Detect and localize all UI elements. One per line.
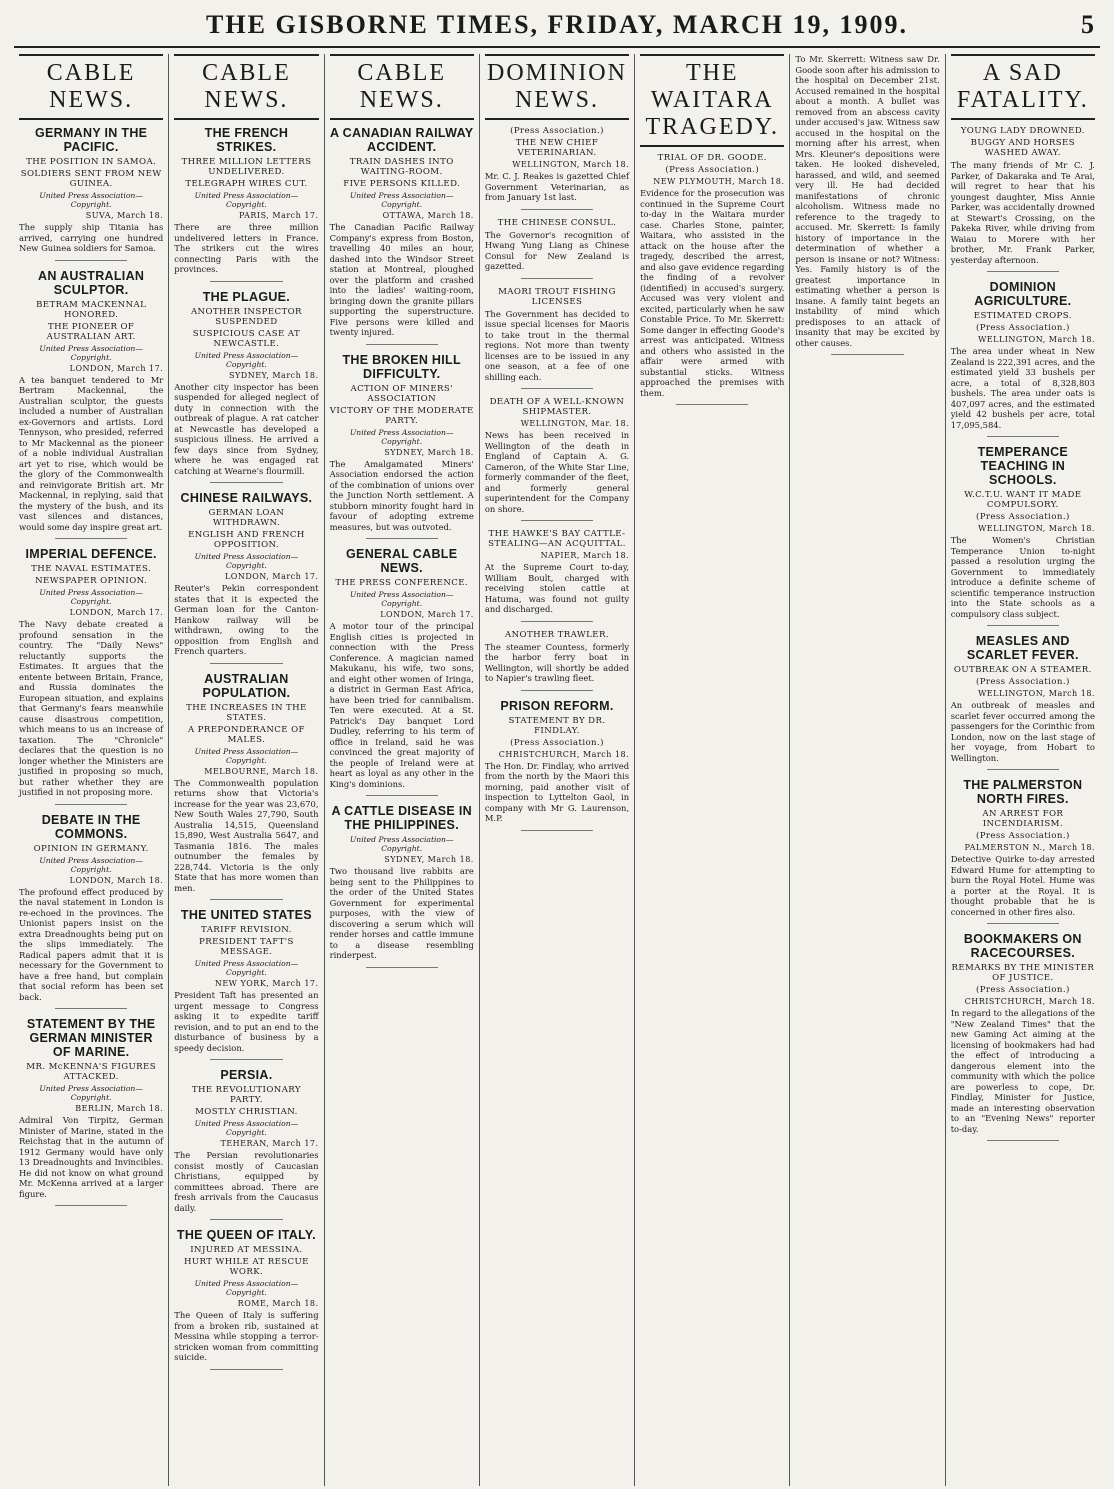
article-subheading: VICTORY OF THE MODERATE PARTY. (329, 405, 474, 426)
article-subheading: ANOTHER INSPECTOR SUSPENDED (190, 306, 302, 327)
article-headline: PERSIA. (220, 1068, 273, 1082)
column-6 (790, 54, 945, 1486)
article (174, 908, 318, 1060)
article (485, 218, 629, 279)
divider (521, 388, 593, 389)
article-body: The supply ship Titania has arrived, carrying one hundred New Guinea soldiers for Samoa. (19, 222, 164, 253)
divider (210, 281, 282, 282)
article-subheading: BETRAM MACKENNAL HONORED. (36, 299, 147, 320)
article-subheading: THE INCREASES IN THE STATES. (186, 702, 307, 723)
divider (987, 1140, 1059, 1141)
article-dateline: WELLINGTON, March 18. (512, 160, 630, 169)
article-agency: United Press Association—Copyright. (194, 1119, 299, 1137)
article-subheading: TARIFF REVISION. (201, 925, 292, 935)
article-headline: AUSTRALIAN POPULATION. (202, 671, 291, 700)
article-dateline: LONDON, March 17. (224, 572, 319, 581)
divider (366, 967, 438, 968)
article-body: The Governor's recognition of Hwang Yung Liang as Chinese Consul for New Zealand is gazetted. (484, 229, 630, 271)
article-agency: United Press Association—Copyright. (194, 1279, 299, 1297)
article-headline: THE UNITED STATES (180, 908, 312, 922)
article-body: The steamer Countess, formerly the harbor ferry boat in Wellington, will shortly be added to Napier's trawling fleet. (484, 641, 630, 683)
article (640, 153, 784, 405)
article-subheading: GERMAN LOAN WITHDRAWN. (208, 508, 285, 528)
divider (210, 1369, 282, 1370)
article-subheading: FIVE PERSONS KILLED. (343, 179, 461, 189)
article-subheading: MOSTLY CHRISTIAN. (195, 1107, 298, 1117)
divider (55, 1008, 127, 1009)
article (19, 1017, 163, 1206)
article-dateline: SYDNEY, March 18. (384, 855, 474, 864)
article-subheading: W.C.T.U. WANT IT MADE COMPULSORY. (964, 490, 1082, 510)
article (19, 547, 163, 805)
article-subheading: ENGLISH AND FRENCH OPPOSITION. (188, 530, 305, 550)
article (19, 126, 163, 261)
article-subheading: DEATH OF A WELL-KNOWN SHIPMASTER. (489, 397, 625, 417)
article-dateline: OTTAWA, March 18. (382, 211, 474, 220)
article (174, 126, 318, 282)
divider (831, 354, 903, 355)
article (174, 1228, 318, 1370)
article-agency: United Press Association—Copyright. (349, 191, 454, 209)
divider (521, 209, 593, 210)
article-body: The many friends of Mr C. J. Parker, of Dakaraka and Te Arai, will regret to hear that his youngest daughter, Miss Annie Parker, was accidentally drowned at Stewart's Crossing, on the Pakeka River, while driving from Waiau to Morere with her brother, Mr. Frank Parker, yesterday afternoon. (950, 160, 1095, 265)
article-headline: GERMANY IN THE PACIFIC. (34, 126, 148, 154)
article-dateline: ROME, March 18. (237, 1299, 319, 1308)
article-subheading: MAORI TROUT FISHING LICENSES (498, 286, 616, 307)
article-agency: United Press Association—Copyright. (39, 343, 143, 362)
article-body: The Government has decided to issue special licenses for Maoris to take trout in the thermal regions. Not more than twenty licenses are to be issued in any one season, at a fee of one shilling each. (484, 308, 630, 382)
article-dateline: WELLINGTON, March 18. (978, 689, 1095, 698)
article-dateline: BERLIN, March 18. (75, 1104, 164, 1113)
article-subheading: OPINION IN GERMANY. (33, 843, 149, 854)
column-1 (14, 54, 169, 1486)
article-body: A motor tour of the principal English cities is projected in connection with the Press Conference. A magician named Makukanu, his wife, two sons, and eight other women of Iringa, a district in German East Africa, have been tried for cannibalism. Ten were executed. At a St. Patrick's Day banquet Lord Dudley, referring to his term of office in Ireland, said he was convinced the great majority of the people of Ireland were at heart as loyal as any other in the King's dominions. (329, 621, 474, 789)
divider (987, 436, 1059, 437)
article-subheading: THE HAWKE'S BAY CATTLE-STEALING—AN ACQUITTAL. (488, 529, 626, 549)
divider (210, 899, 282, 900)
article (19, 269, 163, 540)
article-dateline: PARIS, March 17. (238, 211, 319, 220)
article-dateline: TEHERAN, March 17. (220, 1139, 319, 1148)
article-headline: STATEMENT BY THE GERMAN MINISTER OF MARINE. (26, 1017, 156, 1059)
column-2 (169, 54, 324, 1486)
article-headline: MEASLES AND SCARLET FEVER. (966, 634, 1079, 662)
article-subheading: (Press Association.) (510, 737, 604, 748)
article-agency: United Press Association—Copyright. (39, 588, 143, 606)
article-headline: CHINESE RAILWAYS. (180, 491, 313, 505)
article-dateline: CHRISTCHURCH, March 18. (964, 997, 1095, 1006)
article-subheading: (Press Association.) (975, 831, 1070, 841)
article-body: The profound effect produced by the naval statement in London is re-echoed in the provinces. The Unionist papers insist on the extra Dreadnoughts being put on the slips immediately. The Radical papers admit that it is necessary for the Government to have a free hand, but complain that social reform has been set back. (19, 886, 164, 1002)
article (485, 287, 629, 390)
divider (987, 769, 1059, 770)
column-heading: A SAD FATALITY. (951, 54, 1095, 120)
article-headline: IMPERIAL DEFENCE. (25, 547, 157, 561)
article-dateline: SUVA, March 18. (85, 211, 164, 220)
column-3 (325, 54, 480, 1486)
article-subheading: (Press Association.) (975, 985, 1070, 995)
article (174, 672, 318, 901)
article-body: Another city inspector has been suspended for alleged neglect of duty in connection with the outbreak of plague. A rat catcher at Newcastle has developed a suspicious illness. He arrived a few days since from Sydney, where he was engaged rat catching at Wearne's flourmill. (174, 381, 319, 476)
divider (55, 260, 127, 261)
article-subheading: THE PRESS CONFERENCE. (335, 578, 469, 588)
article (951, 445, 1095, 626)
article (485, 699, 629, 831)
article-headline: AN AUSTRALIAN SCULPTOR. (38, 268, 145, 297)
article-subheading: TRIAL OF DR. GOODE. (657, 153, 767, 163)
divider (366, 344, 438, 345)
article-agency: United Press Association—Copyright. (194, 959, 299, 977)
article-body: The Queen of Italy is suffering from a broken rib, sustained at Messina while stopping a terror-stricken woman from committing suicide. (174, 1310, 319, 1362)
divider (210, 1059, 282, 1060)
article-agency: United Press Association—Copyright. (194, 552, 299, 570)
masthead-title: THE GISBORNE TIMES, FRIDAY, MARCH 19, 1909. (206, 10, 908, 39)
article-subheading: AN ARREST FOR INCENDIARISM. (982, 809, 1064, 829)
article-subheading: THE NAVAL ESTIMATES. (31, 564, 152, 574)
masthead (14, 10, 1100, 48)
article-subheading: PRESIDENT TAFT'S MESSAGE. (199, 937, 294, 957)
column-heading: THE WAITARA TRAGEDY. (640, 54, 784, 147)
divider (210, 482, 282, 483)
columns-container (14, 54, 1100, 1486)
article-headline: THE QUEEN OF ITALY. (176, 1228, 316, 1242)
article (485, 630, 629, 691)
article (951, 778, 1095, 924)
divider (521, 520, 593, 521)
article-body: Mr. C. J. Reakes is gazetted Chief Government Veterinarian, as from January 1st last. (484, 171, 630, 202)
article (19, 813, 163, 1010)
article (330, 804, 474, 968)
divider (55, 1205, 127, 1206)
article-subheading: SOLDIERS SENT FROM NEW GUINEA. (20, 169, 162, 189)
column-4 (480, 54, 635, 1486)
article-agency: United Press Association—Copyright. (349, 427, 454, 446)
article-headline: THE BROKEN HILL DIFFICULTY. (342, 352, 461, 381)
article-agency: United Press Association—Copyright. (349, 590, 454, 608)
article-agency: United Press Association—Copyright. (39, 855, 143, 874)
article-subheading: (Press Association.) (975, 512, 1070, 522)
article-body: In regard to the allegations of the "New Zealand Times" that the new Gaming Act aiming at the licensing of bookmakers had had the effect of introducing a dangerous element into the community with which the police are powerless to cope, Dr. Findlay, Minister for Justice, made an interesting observation to an "Evening News" reporter to-day. (950, 1008, 1095, 1134)
article-headline: A CATTLE DISEASE IN THE PHILIPPINES. (331, 804, 472, 832)
article-body: An outbreak of measles and scarlet fever occurred among the passengers for the Corinthic from London, now on the last stage of her voyage, from Hobart to Wellington. (950, 700, 1095, 763)
article-body: The Canadian Pacific Railway Company's express from Boston, travelling 40 miles an hour, dashed into the Windsor Street station at Montreal, ploughed over the platform and crashed into the ladies' waiting-room, bringing down the granite pillars supporting the superstructure. Five persons were killed and twenty injured. (329, 222, 474, 337)
article-dateline: SYDNEY, March 18. (229, 370, 319, 380)
column-heading: DOMINION NEWS. (485, 54, 629, 120)
article-subheading: SUSPICIOUS CASE AT NEWCASTLE. (192, 328, 301, 349)
divider (987, 625, 1059, 626)
article-body: The Hon. Dr. Findlay, who arrived from the north by the Maori this morning, paid another visit of inspection to Lyttelton Gaol, in company with Mr G. Laurenson, M.P. (484, 760, 630, 823)
article-dateline: CHRISTCHURCH, March 18. (498, 749, 630, 759)
article-body: A tea banquet tendered to Mr Bertram Mackennal, the Australian sculptor, the guests included a number of Australian ex-Governors and artists. Lord Tennyson, who presided, referred to Mr Mackennal as the pioneer of a noble individual Australian art yet to rise, which would be the glory of the Commonwealth and reinvigorate British art. Mr Mackennal, in replying, said that the mystery of the bush, and its vast silences and distances, would some day inspire great art. (19, 374, 164, 532)
article-subheading: THE PIONEER OF AUSTRALIAN ART. (46, 321, 136, 342)
divider (366, 538, 438, 539)
article-subheading: MR. McKENNA'S FIGURES ATTACKED. (26, 1062, 157, 1082)
article-dateline: WELLINGTON, March 18. (978, 335, 1095, 344)
article (174, 1068, 318, 1220)
article-subheading: ACTION OF MINERS' ASSOCIATION (350, 383, 453, 404)
article-subheading: HURT WHILE AT RESCUE WORK. (183, 1257, 309, 1277)
article-body: Evidence for the prosecution was continued in the Supreme Court to-day in the Waitara murder case. Charles Stone, painter, Waitara, who assisted in the attack on the house after the tragedy, described the arrest, and also gave evidence regarding the finding of a revolver (identified) in accused's surgery. Accused was very violent and excited, particularly when he saw Constable Price. To Mr. Skerrett: Some danger in effecting Goode's arrest was anticipated. Witness and others who assisted in the affair were armed with substantial sticks. Witness approached the premises with them. (640, 188, 785, 398)
article-headline: BOOKMAKERS ON RACECOURSES. (963, 932, 1082, 960)
divider (55, 538, 127, 539)
article-subheading: THE POSITION IN SAMOA. (26, 157, 157, 167)
article-subheading: OUTBREAK ON A STEAMER. (953, 665, 1092, 675)
article-subheading: ESTIMATED CROPS. (973, 311, 1072, 321)
article-subheading: YOUNG LADY DROWNED. (960, 126, 1085, 136)
article-subheading: THE NEW CHIEF VETERINARIAN. (515, 138, 599, 158)
article (951, 932, 1095, 1141)
divider (521, 278, 593, 279)
article-headline: TEMPERANCE TEACHING IN SCHOOLS. (977, 445, 1069, 487)
page-number: 5 (1081, 10, 1094, 39)
article-dateline: SYDNEY, March 18. (384, 447, 474, 457)
article-body: Reuter's Pekin correspondent states that it is expected the German loan for the Canton-Hankow railway will be withdrawn, owing to the opposition from English and French quarters. (174, 583, 319, 656)
article (174, 290, 318, 484)
divider (987, 923, 1059, 924)
article-agency: United Press Association—Copyright. (39, 1084, 143, 1102)
article (174, 491, 318, 664)
article-body: President Taft has presented an urgent message to Congress asking it to expedite tariff revision, and to put an end to the disturbance of business by a speedy decision. (174, 990, 319, 1053)
article-dateline: LONDON, March 18. (69, 875, 164, 885)
article-subheading: ANOTHER TRAWLER. (505, 629, 609, 640)
article-subheading: INJURED AT MESSINA. (190, 1245, 303, 1255)
divider (210, 663, 282, 664)
article-dateline: WELLINGTON, Mar. 18. (520, 419, 630, 428)
article-agency: United Press Association—Copyright. (349, 835, 454, 853)
article (951, 126, 1095, 272)
divider (55, 804, 127, 805)
article-subheading: (Press Association.) (665, 165, 760, 175)
article-body: To Mr. Skerrett: Witness saw Dr. Goode soon after his admission to the hospital on December 21st. Accused remained in the hospital about a month. A bullet was removed from an abscess cavity under accused's jaw. Witness saw accused in the hospital on the morning after his arrest, when Mrs. Kleuner's depositions were taken. He looked disheveled, harassed, and wild, and seemed very ill. He had decided manifestations of chronic alcoholism. Witness made no reference to the tragedy to accused. Mr. Skerrett: Is family history of importance in the determination of whether a person is insane or not? Witness: Yes. Family history is of the greatest importance in estimating whether a person is insane. A family taint begets an instability of mind which predisposes to an attack of insanity that may be excited by other causes. (795, 54, 940, 348)
article-dateline: LONDON, March 17. (380, 610, 474, 619)
article-subheading: TRAIN DASHES INTO WAITING-ROOM. (349, 157, 454, 177)
article (485, 126, 629, 210)
divider (521, 690, 593, 691)
article (485, 397, 629, 521)
article-body: News has been received in Wellington of the death in England of Captain A. G. Cameron, of the White Star Line, formerly commander of the fleet, and formerly general superintendent for the Company on shore. (484, 430, 630, 514)
article-subheading: BUGGY AND HORSES WASHED AWAY. (970, 138, 1075, 158)
article (795, 54, 939, 355)
column-5 (635, 54, 790, 1486)
article-headline: THE PLAGUE. (202, 289, 291, 304)
article-agency: United Press Association—Copyright. (194, 350, 299, 369)
article-body: The Navy debate created a profound sensation in the country. The "Daily News" reluctantly supports the Estimates. It argues that the entente between Britain, France, and Russia dominates the European situation, and explains that Germany's fears meanwhile cause disastrous competition, which means to us an increase of taxation. The "Chronicle" declares that the question is no longer whether the Ministers are justified in proposing so much, but rather whether they are justified in not proposing more. (19, 619, 164, 797)
article-subheading: THE REVOLUTIONARY PARTY. (191, 1085, 301, 1105)
article-body: The Women's Christian Temperance Union to-night passed a resolution urging the Government to immediately introduce a definite scheme of scientific temperance instruction into the State schools as a compulsory class subject. (950, 535, 1095, 619)
article (951, 634, 1095, 770)
article-headline: PRISON REFORM. (500, 698, 614, 713)
article (951, 280, 1095, 437)
divider (521, 830, 593, 831)
article-headline: GENERAL CABLE NEWS. (346, 547, 458, 575)
article-body: At the Supreme Court to-day, William Boult, charged with receiving stolen cattle at Hatuma, was found not guilty and discharged. (484, 562, 630, 614)
article-dateline: MELBOURNE, March 18. (204, 766, 319, 776)
article-dateline: WELLINGTON, March 18. (978, 524, 1095, 533)
column-7 (946, 54, 1100, 1486)
article-subheading: TELEGRAPH WIRES CUT. (185, 179, 308, 189)
article-dateline: NEW YORK, March 17. (214, 979, 319, 988)
article-headline: A CANADIAN RAILWAY ACCIDENT. (330, 126, 474, 154)
article-subheading: THREE MILLION LETTERS UNDELIVERED. (181, 157, 312, 177)
article-headline: DOMINION AGRICULTURE. (974, 280, 1072, 308)
article-body: The area under wheat in New Zealand is 222,391 acres, and the estimated yield 33 bushels per acre, a total of 8,328,803 bushels. The area under oats is 407,097 acres, and the estimated yield 42 bushels per acre, total 17,095,584. (950, 346, 1095, 430)
article (330, 126, 474, 345)
article-dateline: LONDON, March 17. (69, 608, 164, 617)
article-subheading: (Press Association.) (975, 323, 1070, 333)
article-subheading: THE CHINESE CONSUL. (497, 217, 617, 228)
article (485, 529, 629, 622)
article-subheading: A PREPONDERANCE OF MALES. (187, 724, 305, 745)
article-subheading: NEWSPAPER OPINION. (35, 576, 148, 586)
article-subheading: STATEMENT BY DR. FINDLAY. (508, 715, 606, 736)
article-body: Two thousand live rabbits are being sent to the Philippines to the order of the United States Government for experimental purposes, with the view of discovering a serum which will render horses and cattle immune to a disease resembling rinderpest. (329, 866, 474, 960)
article-headline: THE PALMERSTON NORTH FIRES. (963, 778, 1083, 806)
article-headline: DEBATE IN THE COMMONS. (41, 812, 141, 841)
article (330, 353, 474, 540)
column-heading: CABLE NEWS. (330, 54, 474, 120)
article-body: There are three million undelivered letters in France. The strikers cut the wires connecting Paris with the provinces. (174, 222, 319, 274)
column-heading: CABLE NEWS. (174, 54, 318, 120)
divider (366, 795, 438, 796)
article-agency: United Press Association—Copyright. (194, 746, 299, 765)
divider (210, 1219, 282, 1220)
article-body: The Commonwealth population returns show that Victoria's increase for the year was 23,670, New South Wales 27,790, South Australia 14,515, Queensland 15,890, West Australia 5647, and Tasmania 1816. The males outnumber the females by 228,744. Victoria is the only State that has more women than men. (174, 777, 319, 893)
article-body: The Persian revolutionaries consist mostly of Caucasian Christians, equipped by committees abroad. There are fresh arrivals from the Caucasus daily. (174, 1150, 319, 1213)
divider (987, 271, 1059, 272)
column-heading: CABLE NEWS. (19, 54, 163, 120)
article-body: Admiral Von Tirpitz, German Minister of Marine, stated in the Reichstag that in the autumn of 1912 Germany would have only 13 Dreadnoughts and Invincibles. He did not know on what ground Mr. McKenna arrived at a larger figure. (19, 1115, 164, 1199)
article-dateline: LONDON, March 17. (69, 363, 164, 373)
article-dateline: NEW PLYMOUTH, March 18. (653, 177, 785, 186)
article-dateline: NAPIER, March 18. (540, 551, 630, 560)
article (330, 547, 474, 796)
article-subheading: REMARKS BY THE MINISTER OF JUSTICE. (951, 963, 1095, 983)
article-agency: United Press Association—Copyright. (194, 191, 299, 209)
divider (676, 404, 748, 405)
article-subheading: (Press Association.) (975, 677, 1070, 687)
article-body: Detective Quirke to-day arrested Edward Hume for attempting to burn the Royal Hotel. Hume was a porter at the Royal. It is thought probable that he is concerned in other fires also. (950, 854, 1095, 917)
divider (521, 621, 593, 622)
article-dateline: PALMERSTON N., March 18. (964, 843, 1095, 852)
article-subheading: (Press Association.) (510, 126, 604, 136)
article-body: The Amalgamated Miners' Association endorsed the action of the combination of unions over the Junction North settlement. A stubborn minority fought hard in favour of adopting extreme measures, but was outvoted. (329, 458, 474, 532)
article-headline: THE FRENCH STRIKES. (204, 126, 289, 154)
article-agency: United Press Association—Copyright. (39, 191, 143, 209)
